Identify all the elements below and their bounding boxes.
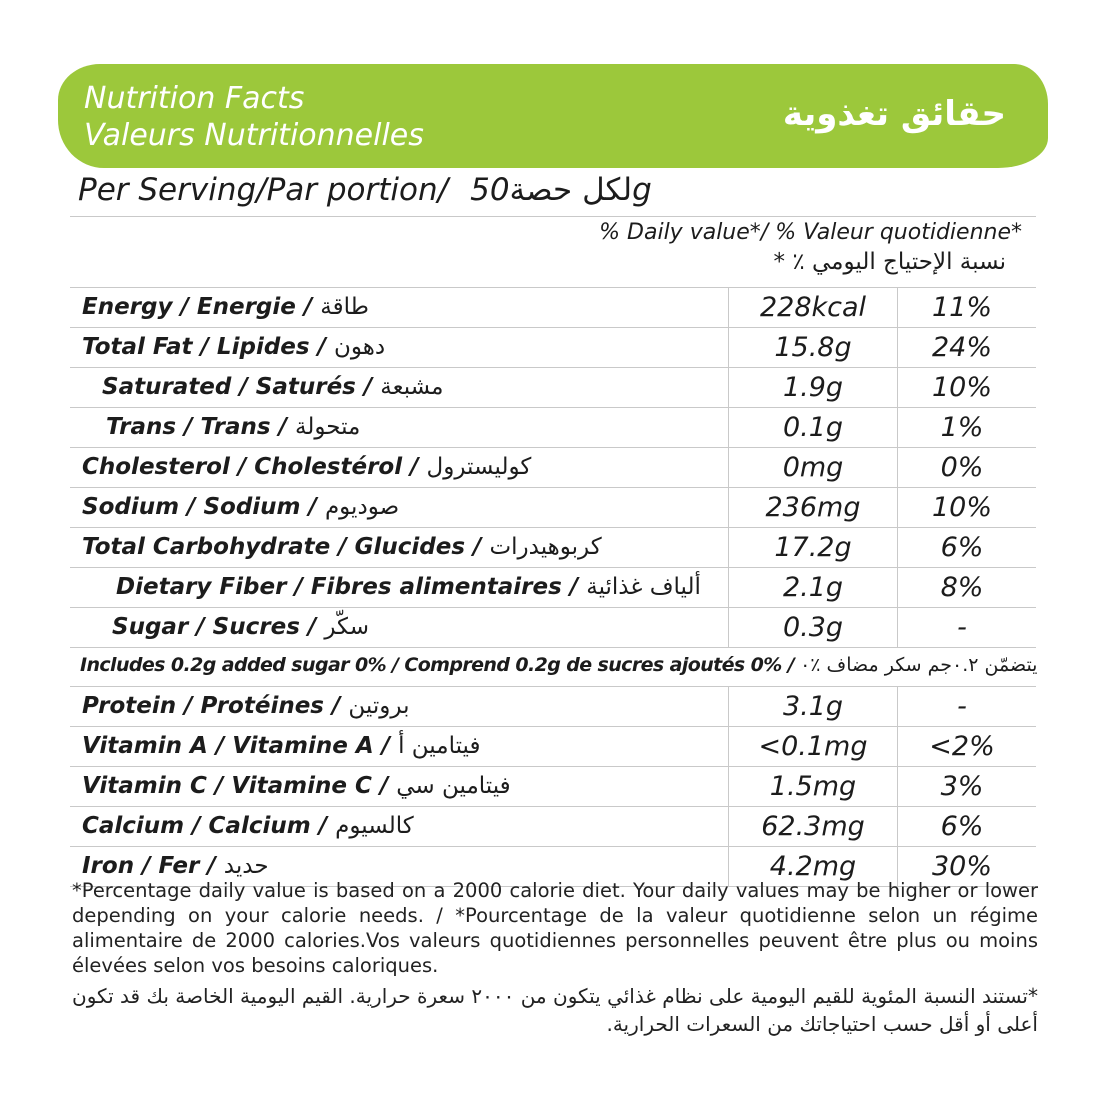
table-row xyxy=(70,368,1036,408)
footnote-arabic: *تستند النسبة المئوية للقيم اليومية على نظام غذائي يتكون من ٢٠٠٠ سعرة حرارية. القيم اليومية الخاصة بك قد تكون أعلى أو أقل حسب احتياجاتك من السعرات الحرارية. xyxy=(72,984,1038,1036)
divider xyxy=(70,216,1036,217)
nutrient-name: Saturated / Saturés / مشبعة xyxy=(102,374,444,400)
nutrient-percent: 10% xyxy=(931,372,992,403)
nutrient-percent: 3% xyxy=(940,771,984,802)
serving-label-ar: لكل حصة xyxy=(509,172,633,208)
nutrient-name: Total Carbohydrate / Glucides / كربوهيدرات xyxy=(82,534,602,560)
footnote-english-french: *Percentage daily value is based on a 2000 calorie diet. Your daily values may be higher or lower depending on your calorie needs. / *Pourcentage de la valeur quotidienne selon un régime alimentaire de 2000 calories.Vos valeurs quotidiennes personnelles peuvent être plus ou moins élevées selon vos besoins caloriques. xyxy=(72,879,1038,977)
nutrient-percent: 10% xyxy=(931,492,992,523)
table-row xyxy=(70,528,1036,568)
nutrient-amount: 2.1g xyxy=(728,568,898,607)
nutrient-amount: 0.3g xyxy=(728,608,898,647)
table-row xyxy=(70,488,1036,528)
nutrient-amount: 236mg xyxy=(728,488,898,527)
nutrient-amount: 4.2mg xyxy=(728,847,898,886)
nutrient-name: Energy / Energie / طاقة xyxy=(82,294,369,320)
table-row xyxy=(70,287,1036,328)
nutrient-percent: 6% xyxy=(940,532,984,563)
nutrition-table xyxy=(70,287,1036,887)
nutrient-percent: 1% xyxy=(940,412,984,443)
nutrient-percent: 11% xyxy=(931,292,992,323)
title-valeurs-nutritionnelles: Valeurs Nutritionnelles xyxy=(84,118,424,153)
nutrient-amount: 62.3mg xyxy=(728,807,898,846)
serving-size xyxy=(78,172,652,208)
nutrient-percent: 8% xyxy=(940,572,984,603)
nutrient-percent: 24% xyxy=(931,332,992,363)
nutrient-amount: 0.1g xyxy=(728,408,898,447)
title-english-french xyxy=(84,80,424,154)
nutrient-name: Trans / Trans / متحولة xyxy=(106,414,361,440)
nutrient-name: Iron / Fer / حديد xyxy=(82,853,269,879)
table-row xyxy=(70,807,1036,847)
nutrient-amount: 1.5mg xyxy=(728,767,898,806)
serving-amount: 50g xyxy=(470,172,652,208)
nutrient-name: Sodium / Sodium / صوديوم xyxy=(82,494,400,520)
title-arabic: حقائق تغذوية xyxy=(782,94,1006,134)
nutrient-name: Vitamin A / Vitamine A / فيتامين أ xyxy=(82,733,481,759)
nutrient-name: Dietary Fiber / Fibres alimentaires / ألياف غذائية xyxy=(116,574,701,600)
header-banner xyxy=(58,64,1048,168)
nutrient-name: Total Fat / Lipides / دهون xyxy=(82,334,386,360)
nutrient-name: Sugar / Sucres / سكّر xyxy=(112,614,369,640)
nutrient-amount: 228kcal xyxy=(728,288,898,327)
nutrient-percent: 6% xyxy=(940,811,984,842)
table-row xyxy=(70,687,1036,727)
nutrient-percent: 0% xyxy=(940,452,984,483)
table-row xyxy=(70,568,1036,608)
table-row xyxy=(70,448,1036,488)
nutrient-name: Protein / Protéines / بروتين xyxy=(82,693,410,719)
table-row xyxy=(70,608,1036,648)
table-row xyxy=(70,727,1036,767)
serving-label: Per Serving/Par portion/ xyxy=(78,172,449,208)
added-sugar-row xyxy=(70,648,1036,687)
daily-value-label: % Daily value*/ % Valeur quotidienne* xyxy=(599,220,1022,245)
nutrient-name: Calcium / Calcium / كالسيوم xyxy=(82,813,414,839)
nutrient-percent: - xyxy=(957,612,967,643)
added-sugar-note: Includes 0.2g added sugar 0% / Comprend 0.2g de sucres ajoutés 0% / يتضمّن ٠.٢جم سكر مضاف ٪٠ xyxy=(80,654,1038,676)
nutrient-amount: 17.2g xyxy=(728,528,898,567)
nutrient-name: Cholesterol / Cholestérol / كوليسترول xyxy=(82,454,532,480)
nutrient-name: Vitamin C / Vitamine C / فيتامين سي xyxy=(82,773,511,799)
nutrient-percent: <2% xyxy=(929,731,995,762)
nutrient-percent: 30% xyxy=(931,851,992,882)
nutrient-amount: 0mg xyxy=(728,448,898,487)
table-row xyxy=(70,408,1036,448)
nutrient-amount: 1.9g xyxy=(728,368,898,407)
title-nutrition-facts: Nutrition Facts xyxy=(84,81,305,116)
daily-value-label-ar: نسبة الإحتياج اليومي ٪ * xyxy=(773,249,1006,275)
table-row xyxy=(70,328,1036,368)
table-row xyxy=(70,767,1036,807)
nutrient-amount: 15.8g xyxy=(728,328,898,367)
nutrient-amount: <0.1mg xyxy=(728,727,898,766)
nutrient-amount: 3.1g xyxy=(728,687,898,726)
nutrient-percent: - xyxy=(957,691,967,722)
